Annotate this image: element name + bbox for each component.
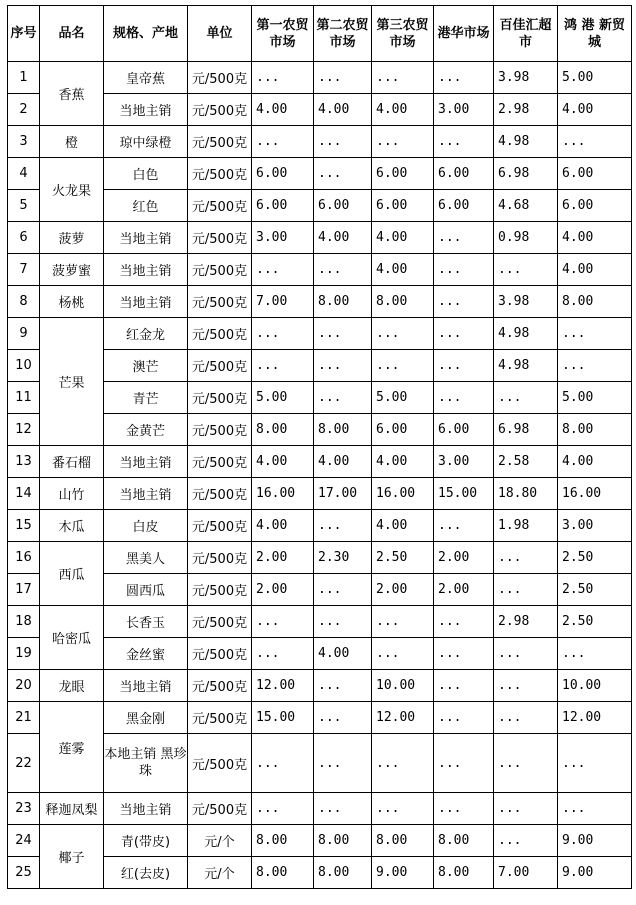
price-cell: 8.00: [372, 825, 434, 857]
price-cell: ...: [372, 734, 434, 793]
row-number-cell: 4: [8, 158, 40, 190]
price-cell: ...: [558, 734, 632, 793]
price-cell: 6.00: [314, 190, 372, 222]
price-cell: 4.00: [372, 510, 434, 542]
price-cell: 8.00: [314, 857, 372, 889]
price-cell: 4.98: [494, 318, 558, 350]
price-cell: 4.00: [314, 222, 372, 254]
spec-cell: 本地主销 黑珍珠: [104, 734, 188, 793]
price-cell: ...: [434, 702, 494, 734]
price-cell: 4.68: [494, 190, 558, 222]
price-cell: ...: [252, 606, 314, 638]
price-cell: ...: [314, 126, 372, 158]
price-cell: 2.00: [434, 542, 494, 574]
product-name-cell: 山竹: [40, 478, 104, 510]
price-cell: ...: [434, 510, 494, 542]
price-cell: 6.98: [494, 414, 558, 446]
price-cell: 2.30: [314, 542, 372, 574]
price-cell: 6.00: [558, 158, 632, 190]
table-row: [8, 542, 632, 574]
price-cell: ...: [314, 318, 372, 350]
unit-cell: 元/500克: [188, 286, 252, 318]
price-cell: ...: [372, 318, 434, 350]
price-cell: 6.98: [494, 158, 558, 190]
price-cell: ...: [494, 670, 558, 702]
price-cell: 8.00: [252, 825, 314, 857]
table-row: [8, 825, 632, 857]
unit-cell: 元/500克: [188, 702, 252, 734]
price-cell: ...: [434, 318, 494, 350]
header-cell: 港华市场: [434, 6, 494, 62]
price-cell: 3.98: [494, 286, 558, 318]
unit-cell: 元/个: [188, 825, 252, 857]
price-cell: 16.00: [372, 478, 434, 510]
price-cell: 4.00: [314, 638, 372, 670]
row-number-cell: 2: [8, 94, 40, 126]
spec-cell: 当地主销: [104, 670, 188, 702]
price-cell: 15.00: [434, 478, 494, 510]
row-number-cell: 6: [8, 222, 40, 254]
row-number-cell: 9: [8, 318, 40, 350]
price-cell: 2.98: [494, 94, 558, 126]
price-cell: 9.00: [558, 857, 632, 889]
row-number-cell: 14: [8, 478, 40, 510]
row-number-cell: 3: [8, 126, 40, 158]
price-cell: ...: [314, 574, 372, 606]
row-number-cell: 13: [8, 446, 40, 478]
spec-cell: 皇帝蕉: [104, 62, 188, 94]
price-cell: ...: [558, 126, 632, 158]
price-cell: ...: [372, 606, 434, 638]
price-cell: ...: [252, 638, 314, 670]
spec-cell: 琼中绿橙: [104, 126, 188, 158]
product-name-cell: 莲雾: [40, 702, 104, 793]
price-cell: 16.00: [252, 478, 314, 510]
row-number-cell: 12: [8, 414, 40, 446]
price-cell: 0.98: [494, 222, 558, 254]
price-cell: ...: [494, 382, 558, 414]
price-cell: 4.00: [372, 222, 434, 254]
row-number-cell: 18: [8, 606, 40, 638]
price-cell: ...: [314, 793, 372, 825]
price-cell: 8.00: [252, 857, 314, 889]
table-row: [8, 446, 632, 478]
table-row: [8, 670, 632, 702]
price-cell: 6.00: [372, 414, 434, 446]
price-cell: ...: [252, 350, 314, 382]
spec-cell: 白色: [104, 158, 188, 190]
price-cell: 2.00: [434, 574, 494, 606]
price-cell: 4.98: [494, 350, 558, 382]
table-row: [8, 62, 632, 94]
row-number-cell: 7: [8, 254, 40, 286]
price-cell: 8.00: [252, 414, 314, 446]
unit-cell: 元/500克: [188, 318, 252, 350]
price-cell: ...: [252, 62, 314, 94]
table-row: [8, 126, 632, 158]
price-cell: ...: [252, 734, 314, 793]
product-name-cell: 椰子: [40, 825, 104, 889]
price-table: [7, 5, 632, 889]
row-number-cell: 1: [8, 62, 40, 94]
price-cell: ...: [494, 254, 558, 286]
price-cell: 8.00: [314, 414, 372, 446]
price-cell: 4.00: [252, 510, 314, 542]
header-row: [8, 6, 632, 62]
table-row: [8, 158, 632, 190]
price-cell: ...: [252, 126, 314, 158]
price-cell: 2.00: [252, 574, 314, 606]
product-name-cell: 哈密瓜: [40, 606, 104, 670]
price-cell: ...: [434, 254, 494, 286]
spec-cell: 白皮: [104, 510, 188, 542]
price-cell: ...: [558, 638, 632, 670]
unit-cell: 元/500克: [188, 222, 252, 254]
price-cell: 8.00: [314, 286, 372, 318]
price-cell: 4.00: [372, 254, 434, 286]
price-cell: ...: [314, 606, 372, 638]
price-cell: 6.00: [252, 190, 314, 222]
row-number-cell: 23: [8, 793, 40, 825]
price-cell: ...: [252, 793, 314, 825]
price-cell: ...: [434, 606, 494, 638]
price-cell: 10.00: [558, 670, 632, 702]
row-number-cell: 11: [8, 382, 40, 414]
unit-cell: 元/500克: [188, 158, 252, 190]
price-cell: 7.00: [252, 286, 314, 318]
price-cell: 8.00: [434, 857, 494, 889]
product-name-cell: 释迦凤梨: [40, 793, 104, 825]
price-cell: 8.00: [558, 414, 632, 446]
price-cell: ...: [494, 734, 558, 793]
unit-cell: 元/500克: [188, 510, 252, 542]
spec-cell: 长香玉: [104, 606, 188, 638]
price-cell: 2.98: [494, 606, 558, 638]
price-cell: 6.00: [252, 158, 314, 190]
price-cell: ...: [252, 318, 314, 350]
price-cell: ...: [434, 222, 494, 254]
spec-cell: 黑金刚: [104, 702, 188, 734]
unit-cell: 元/500克: [188, 574, 252, 606]
price-cell: ...: [558, 350, 632, 382]
table-row: [8, 286, 632, 318]
price-cell: ...: [434, 382, 494, 414]
price-cell: 4.00: [372, 446, 434, 478]
row-number-cell: 16: [8, 542, 40, 574]
spec-cell: 澳芒: [104, 350, 188, 382]
price-cell: ...: [494, 793, 558, 825]
price-cell: ...: [434, 670, 494, 702]
product-name-cell: 芒果: [40, 318, 104, 446]
spec-cell: 当地主销: [104, 222, 188, 254]
price-cell: 15.00: [252, 702, 314, 734]
price-cell: 6.00: [434, 158, 494, 190]
price-cell: 4.00: [372, 94, 434, 126]
spec-cell: 当地主销: [104, 793, 188, 825]
row-number-cell: 5: [8, 190, 40, 222]
price-cell: ...: [314, 254, 372, 286]
price-cell: 3.00: [558, 510, 632, 542]
price-cell: 9.00: [372, 857, 434, 889]
price-cell: 16.00: [558, 478, 632, 510]
price-cell: ...: [434, 62, 494, 94]
price-cell: 4.00: [252, 446, 314, 478]
price-cell: ...: [372, 350, 434, 382]
spec-cell: 金丝蜜: [104, 638, 188, 670]
price-cell: 6.00: [434, 414, 494, 446]
spec-cell: 当地主销: [104, 286, 188, 318]
price-cell: ...: [372, 793, 434, 825]
unit-cell: 元/500克: [188, 793, 252, 825]
price-cell: 2.50: [558, 606, 632, 638]
row-number-cell: 22: [8, 734, 40, 793]
table-row: [8, 254, 632, 286]
price-cell: 12.00: [252, 670, 314, 702]
unit-cell: 元/500克: [188, 670, 252, 702]
price-cell: 4.00: [558, 94, 632, 126]
row-number-cell: 8: [8, 286, 40, 318]
price-cell: 17.00: [314, 478, 372, 510]
price-cell: ...: [494, 702, 558, 734]
price-cell: 4.00: [314, 94, 372, 126]
price-cell: 5.00: [558, 62, 632, 94]
header-cell: 品名: [40, 6, 104, 62]
header-cell: 规格、产地: [104, 6, 188, 62]
price-cell: ...: [314, 62, 372, 94]
price-cell: ...: [434, 126, 494, 158]
price-cell: ...: [252, 254, 314, 286]
price-cell: 3.00: [434, 446, 494, 478]
spec-cell: 当地主销: [104, 478, 188, 510]
price-cell: 5.00: [372, 382, 434, 414]
header-cell: 第一农贸市场: [252, 6, 314, 62]
spec-cell: 当地主销: [104, 94, 188, 126]
row-number-cell: 24: [8, 825, 40, 857]
price-cell: 2.58: [494, 446, 558, 478]
price-cell: ...: [314, 158, 372, 190]
spec-cell: 当地主销: [104, 446, 188, 478]
price-cell: ...: [372, 126, 434, 158]
price-cell: ...: [494, 638, 558, 670]
row-number-cell: 21: [8, 702, 40, 734]
unit-cell: 元/500克: [188, 94, 252, 126]
price-cell: 4.00: [558, 446, 632, 478]
spec-cell: 黑美人: [104, 542, 188, 574]
price-cell: 2.00: [252, 542, 314, 574]
product-name-cell: 龙眼: [40, 670, 104, 702]
unit-cell: 元/500克: [188, 478, 252, 510]
table-row: [8, 793, 632, 825]
price-cell: 2.50: [558, 574, 632, 606]
header-cell: 序号: [8, 6, 40, 62]
spec-cell: 青芒: [104, 382, 188, 414]
price-cell: 2.50: [372, 542, 434, 574]
price-cell: 4.00: [314, 446, 372, 478]
row-number-cell: 15: [8, 510, 40, 542]
unit-cell: 元/500克: [188, 350, 252, 382]
product-name-cell: 杨桃: [40, 286, 104, 318]
spec-cell: 红(去皮): [104, 857, 188, 889]
price-cell: 9.00: [558, 825, 632, 857]
price-cell: ...: [434, 350, 494, 382]
unit-cell: 元/500克: [188, 542, 252, 574]
price-cell: 3.00: [434, 94, 494, 126]
table-row: [8, 478, 632, 510]
header-cell: 百佳汇超市: [494, 6, 558, 62]
product-name-cell: 香蕉: [40, 62, 104, 126]
spec-cell: 圆西瓜: [104, 574, 188, 606]
product-name-cell: 菠萝: [40, 222, 104, 254]
price-cell: 4.00: [558, 222, 632, 254]
price-cell: ...: [314, 702, 372, 734]
price-cell: 6.00: [372, 190, 434, 222]
table-row: [8, 702, 632, 734]
price-cell: ...: [314, 382, 372, 414]
price-cell: 8.00: [558, 286, 632, 318]
price-cell: 3.00: [252, 222, 314, 254]
product-name-cell: 番石榴: [40, 446, 104, 478]
unit-cell: 元/500克: [188, 190, 252, 222]
row-number-cell: 19: [8, 638, 40, 670]
price-cell: 7.00: [494, 857, 558, 889]
spec-cell: 青(带皮): [104, 825, 188, 857]
price-cell: ...: [434, 734, 494, 793]
price-cell: ...: [314, 510, 372, 542]
table-row: [8, 222, 632, 254]
price-cell: ...: [434, 286, 494, 318]
unit-cell: 元/个: [188, 857, 252, 889]
spec-cell: 红色: [104, 190, 188, 222]
row-number-cell: 10: [8, 350, 40, 382]
spec-cell: 红金龙: [104, 318, 188, 350]
product-name-cell: 木瓜: [40, 510, 104, 542]
price-cell: 6.00: [558, 190, 632, 222]
product-name-cell: 西瓜: [40, 542, 104, 606]
price-cell: 1.98: [494, 510, 558, 542]
price-cell: 18.80: [494, 478, 558, 510]
price-cell: ...: [558, 318, 632, 350]
price-cell: 4.98: [494, 126, 558, 158]
price-cell: ...: [314, 670, 372, 702]
price-cell: 3.98: [494, 62, 558, 94]
price-cell: 8.00: [314, 825, 372, 857]
price-cell: ...: [314, 734, 372, 793]
price-cell: 2.00: [372, 574, 434, 606]
price-cell: ...: [494, 825, 558, 857]
price-cell: ...: [372, 62, 434, 94]
price-cell: 4.00: [252, 94, 314, 126]
unit-cell: 元/500克: [188, 734, 252, 793]
row-number-cell: 20: [8, 670, 40, 702]
product-name-cell: 火龙果: [40, 158, 104, 222]
price-cell: 5.00: [252, 382, 314, 414]
unit-cell: 元/500克: [188, 254, 252, 286]
price-cell: 12.00: [558, 702, 632, 734]
price-cell: ...: [314, 350, 372, 382]
header-cell: 鸿 港 新贸城: [558, 6, 632, 62]
price-cell: 6.00: [372, 158, 434, 190]
table-row: [8, 606, 632, 638]
row-number-cell: 25: [8, 857, 40, 889]
unit-cell: 元/500克: [188, 414, 252, 446]
price-cell: 6.00: [434, 190, 494, 222]
price-cell: 2.50: [558, 542, 632, 574]
spec-cell: 当地主销: [104, 254, 188, 286]
unit-cell: 元/500克: [188, 382, 252, 414]
unit-cell: 元/500克: [188, 446, 252, 478]
price-cell: 4.00: [558, 254, 632, 286]
price-cell: 10.00: [372, 670, 434, 702]
price-cell: 8.00: [434, 825, 494, 857]
spec-cell: 金黄芒: [104, 414, 188, 446]
price-cell: 8.00: [372, 286, 434, 318]
unit-cell: 元/500克: [188, 126, 252, 158]
header-cell: 单位: [188, 6, 252, 62]
header-cell: 第二农贸市场: [314, 6, 372, 62]
product-name-cell: 菠萝蜜: [40, 254, 104, 286]
price-cell: ...: [372, 638, 434, 670]
unit-cell: 元/500克: [188, 606, 252, 638]
header-cell: 第三农贸市场: [372, 6, 434, 62]
price-cell: ...: [494, 574, 558, 606]
price-cell: 5.00: [558, 382, 632, 414]
table-row: [8, 510, 632, 542]
unit-cell: 元/500克: [188, 638, 252, 670]
price-cell: ...: [494, 542, 558, 574]
price-cell: ...: [558, 793, 632, 825]
price-cell: 12.00: [372, 702, 434, 734]
unit-cell: 元/500克: [188, 62, 252, 94]
price-cell: ...: [434, 793, 494, 825]
product-name-cell: 橙: [40, 126, 104, 158]
table-row: [8, 318, 632, 350]
price-cell: ...: [434, 638, 494, 670]
row-number-cell: 17: [8, 574, 40, 606]
